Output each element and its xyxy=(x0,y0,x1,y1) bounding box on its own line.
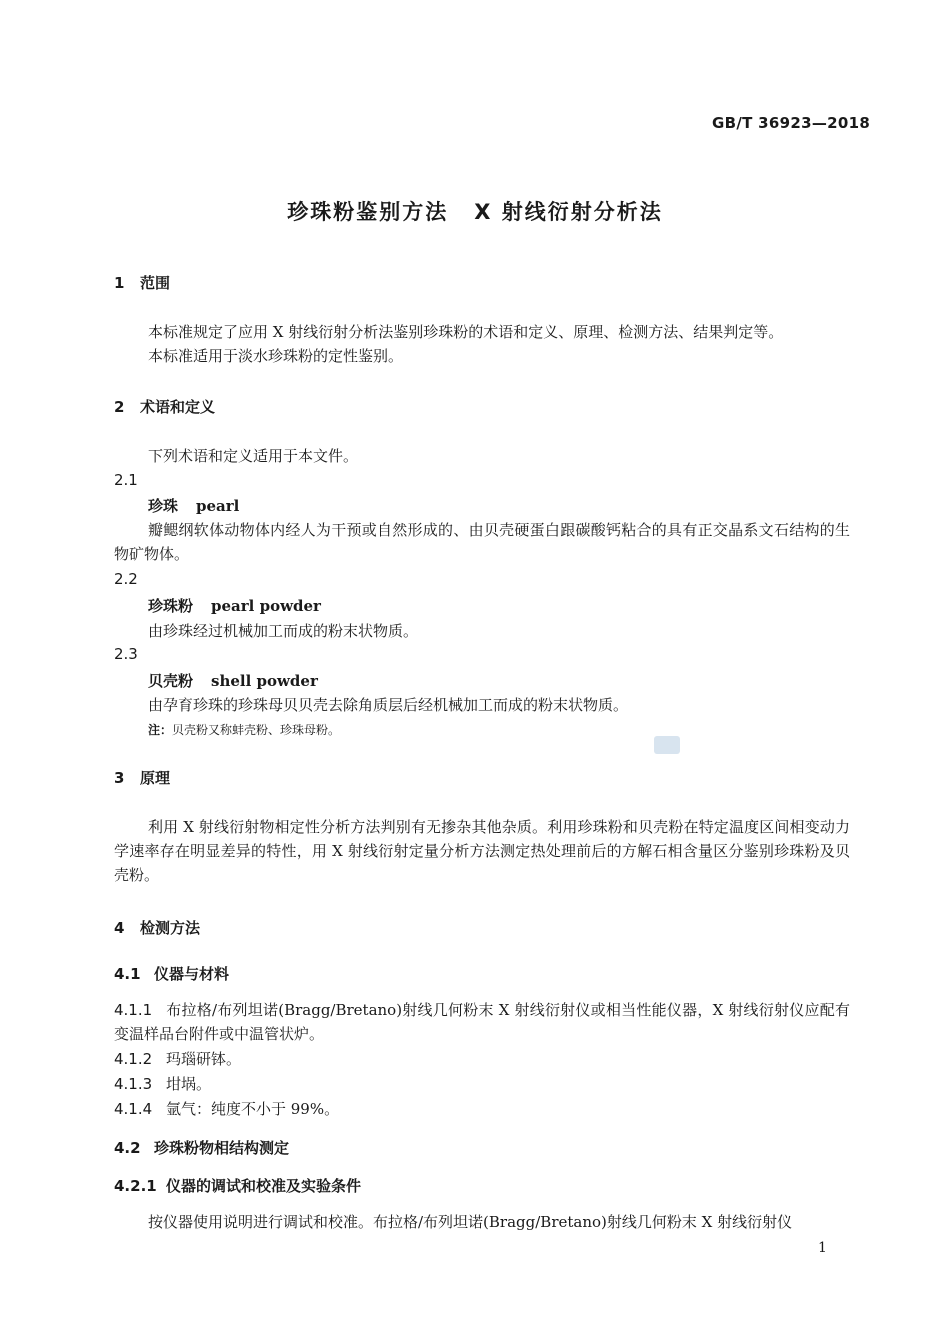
term-heading xyxy=(148,670,318,691)
item-text: 氩气：纯度不小于 99%。 xyxy=(166,1100,340,1118)
list-item xyxy=(114,1097,850,1121)
page-number: 1 xyxy=(818,1240,827,1256)
item-number: 4.1.2 xyxy=(114,1050,153,1068)
term-definition: 由珍珠经过机械加工而成的粉末状物质。 xyxy=(148,622,419,640)
section-title: 范围 xyxy=(140,274,171,292)
section-title: 原理 xyxy=(140,769,171,787)
subsection-4-2-1-heading xyxy=(114,1175,361,1196)
term-en: pearl xyxy=(196,497,240,515)
section-title: 术语和定义 xyxy=(140,398,216,416)
term-definition: 由孕育珍珠的珍珠母贝贝壳去除角质层后经机械加工而成的粉末状物质。 xyxy=(148,696,629,714)
item-number: 4.1.3 xyxy=(114,1075,153,1093)
term-zh: 珍珠 xyxy=(148,497,179,515)
subsection-number: 4.2 xyxy=(114,1139,141,1157)
title-part-2: X 射线衍射分析法 xyxy=(474,200,663,224)
list-item xyxy=(114,998,850,1046)
item-number: 4.1.1 xyxy=(114,1001,153,1019)
term-heading xyxy=(148,495,239,516)
section-title: 检测方法 xyxy=(140,919,201,937)
watermark-logo xyxy=(654,736,680,754)
list-item xyxy=(114,1072,850,1096)
term-definition: 瓣鳃纲软体动物体内经人为干预或自然形成的、由贝壳硬蛋白跟碳酸钙粘合的具有正交晶系文石结构的生物矿物体。 xyxy=(114,521,850,563)
section-3-heading xyxy=(114,767,170,788)
subsection-title: 仪器的调试和校准及实验条件 xyxy=(166,1177,362,1195)
term-en: shell powder xyxy=(211,672,318,690)
section-2-heading xyxy=(114,396,215,417)
term-number: 2.2 xyxy=(114,570,138,588)
subsection-title: 珍珠粉物相结构测定 xyxy=(154,1139,290,1157)
subsection-title: 仪器与材料 xyxy=(154,965,230,983)
item-number: 4.1.4 xyxy=(114,1100,153,1118)
term-heading xyxy=(148,595,321,616)
scope-paragraph-1: 本标准规定了应用 X 射线衍射分析法鉴别珍珠粉的术语和定义、原理、检测方法、结果判定等。 xyxy=(148,323,784,341)
standard-code: GB/T 36923—2018 xyxy=(712,114,871,132)
list-item xyxy=(114,1047,850,1071)
section-4-heading xyxy=(114,917,200,938)
section-number: 4 xyxy=(114,919,125,937)
section-1-heading xyxy=(114,272,170,293)
scope-paragraph-2: 本标准适用于淡水珍珠粉的定性鉴别。 xyxy=(148,347,404,365)
terms-intro: 下列术语和定义适用于本文件。 xyxy=(148,447,359,465)
term-en: pearl powder xyxy=(211,597,321,615)
principle-paragraph: 利用 X 射线衍射物相定性分析方法判别有无掺杂其他杂质。利用珍珠粉和贝壳粉在特定温度区间相变动力学速率存在明显差异的特性，用 X 射线衍射定量分析方法测定热处理前后的方解石相含量区分鉴别珍珠粉及贝壳粉。 xyxy=(114,818,850,884)
item-text: 玛瑙研钵。 xyxy=(166,1050,242,1068)
section-number: 1 xyxy=(114,274,125,292)
section-number: 2 xyxy=(114,398,125,416)
note-text: 贝壳粉又称蚌壳粉、珍珠母粉。 xyxy=(172,723,341,737)
calibration-paragraph: 按仪器使用说明进行调试和校准。布拉格/布列坦诺(Bragg/Bretano)射线几何粉末 X 射线衍射仪 xyxy=(148,1213,793,1231)
item-text: 布拉格/布列坦诺(Bragg/Bretano)射线几何粉末 X 射线衍射仪或相当性能仪器，X 射线衍射仪应配有变温样品台附件或中温管状炉。 xyxy=(114,1001,850,1043)
title-part-1: 珍珠粉鉴别方法 xyxy=(287,200,449,224)
section-number: 3 xyxy=(114,769,125,787)
note xyxy=(148,721,340,738)
term-number: 2.3 xyxy=(114,645,138,663)
subsection-4-2-heading xyxy=(114,1137,289,1158)
note-label: 注： xyxy=(148,723,173,737)
item-text: 坩埚。 xyxy=(166,1075,212,1093)
subsection-number: 4.2.1 xyxy=(114,1177,157,1195)
document-title xyxy=(0,196,950,226)
term-zh: 珍珠粉 xyxy=(148,597,194,615)
term-zh: 贝壳粉 xyxy=(148,672,194,690)
subsection-4-1-heading xyxy=(114,963,229,984)
term-number: 2.1 xyxy=(114,471,138,489)
subsection-number: 4.1 xyxy=(114,965,141,983)
